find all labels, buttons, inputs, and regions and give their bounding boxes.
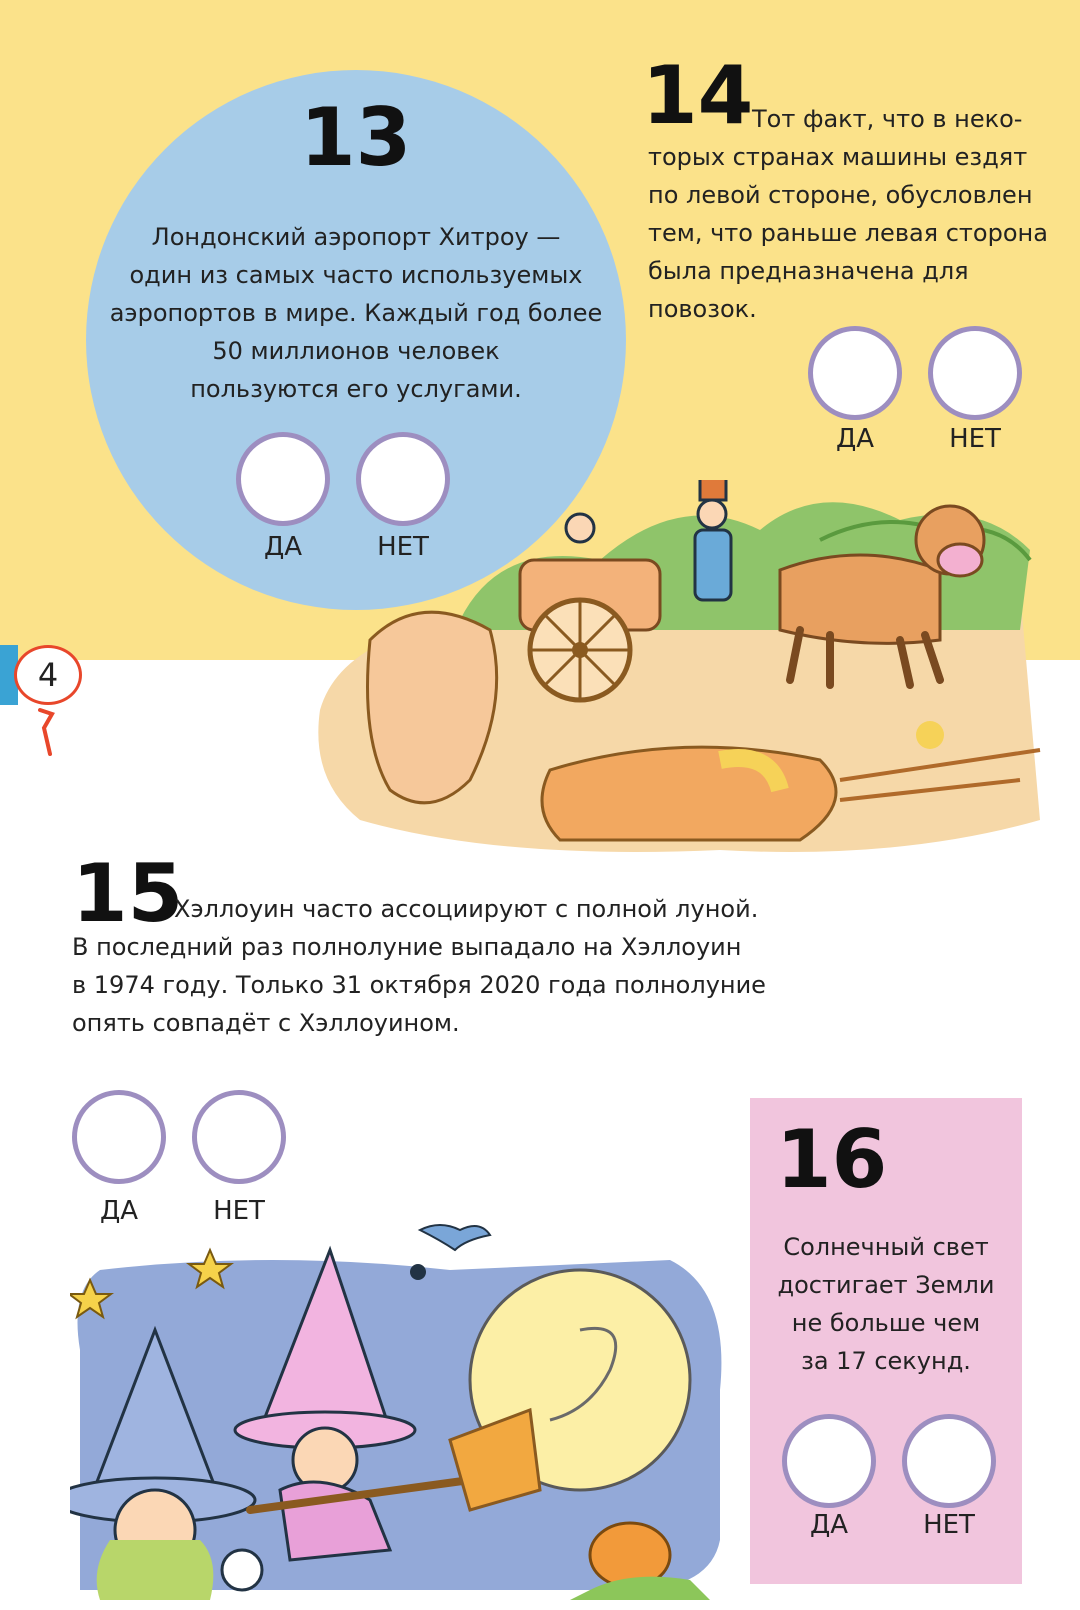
fact-16-number: 16 [776, 1113, 888, 1206]
fact-15-text: Хэллоуин часто ассоциируют с полной луной. В последний раз полнолуние выпадало на Хэллоуин в 1974 году. Только 31 октября 2020 года полнолуние опять совпадёт с Хэллоуином. [72, 895, 766, 1037]
fact-16-no-label: НЕТ [923, 1510, 975, 1540]
fact-15-no-label: НЕТ [213, 1196, 265, 1226]
fact-15-number: 15 [72, 847, 184, 940]
fact-16-yes-label: ДА [809, 1510, 849, 1540]
fact-14-no-label: НЕТ [949, 424, 1001, 454]
page-number: 4 [14, 645, 82, 705]
fact-14-no-circle[interactable] [928, 326, 1022, 420]
fact-13-number: 13 [300, 91, 412, 184]
fact-13-no-label: НЕТ [377, 532, 429, 562]
fact-14-number: 14 [642, 49, 754, 142]
horse-carriage-illustration [300, 480, 1060, 870]
halloween-witches-illustration [70, 1210, 740, 1600]
fact-15-yes-circle[interactable] [72, 1090, 166, 1184]
fact-16-text: Солнечный свет достигает Земли не больше чем за 17 секунд. [777, 1233, 995, 1375]
fact-13-text: Лондонский аэропорт Хитроу — один из самых часто используемых аэропортов в мире. Каждый год более 50 миллионов человек пользуются его услугами. [109, 223, 603, 403]
fact-16-yes-circle[interactable] [782, 1414, 876, 1508]
fact-15-no-circle[interactable] [192, 1090, 286, 1184]
fact-14-text: Тот факт, что в неко- торых странах машины ездят по левой стороне, обусловлен тем, что раньше левая сторона была предназначена для повозок. [648, 105, 1048, 323]
page-number-tail-icon [38, 706, 56, 756]
fact-14-yes-circle[interactable] [808, 326, 902, 420]
fact-16-no-circle[interactable] [902, 1414, 996, 1508]
fact-14-yes-label: ДА [835, 424, 875, 454]
fact-15-yes-label: ДА [99, 1196, 139, 1226]
fact-13-yes-label: ДА [263, 532, 303, 562]
